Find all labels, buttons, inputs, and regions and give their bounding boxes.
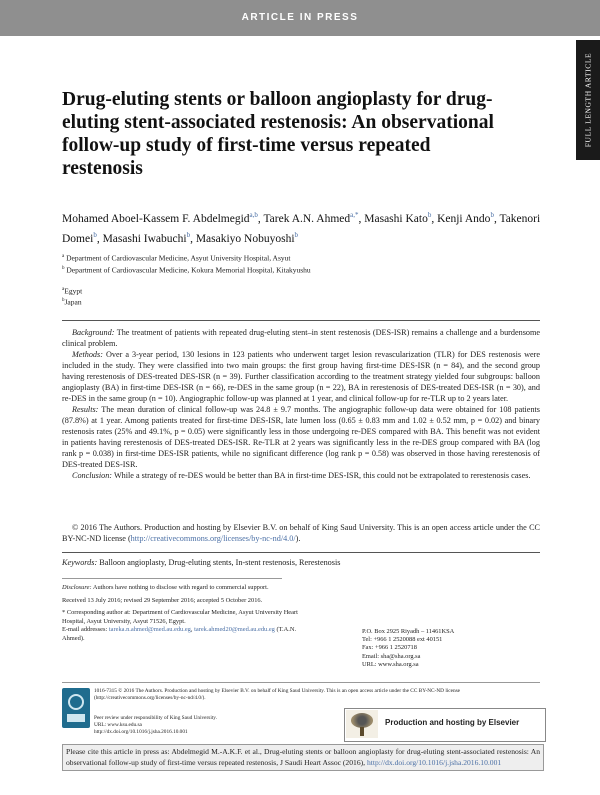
elsevier-tree-logo	[346, 710, 378, 738]
publisher-rule	[62, 682, 540, 683]
citation-box: Please cite this article in press as: Abdelmegid M.-A.K.F. et al., Drug-eluting stents or balloon angioplasty for drug-eluting stent-associated restenosis: An observational follow-up study of first-time versus repeated restenosis, J Saudi Heart Assoc (2016), http://dx.doi.org/10.1016/j.jsha.2016.10.001	[62, 744, 544, 771]
abstract-top-rule	[62, 320, 540, 321]
journal-contact	[362, 628, 512, 669]
author-name: Masakiyo Nobuyoshi	[195, 232, 295, 245]
contact-address: P.O. Box 2925 Riyadh – 11461KSA	[362, 628, 455, 635]
author-name: Tarek A.N. Ahmed	[263, 212, 351, 225]
abstract-conclusion: Conclusion: While a strategy of re-DES would be better than BA in first-time DES-ISR, this could not be extrapolated to rerestenosis cases.	[72, 471, 531, 480]
footnote-rule	[62, 578, 282, 579]
author-name: Takenori Domei	[62, 212, 541, 245]
author-list: Mohamed Aboel-Kassem F. Abdelmegid$^{a,b}$, Tarek A.N. Ahmed$^{a,*}$, Masashi Kato$^b$, Kenji Ando$^b$, Takenori Domei$^b$, Masashi Iwabuchi$^b$, Masakiyo Nobuyoshi$^b$	[62, 211, 541, 245]
publisher-info	[94, 688, 544, 735]
copyright-line: 1016-7315 © 2016 The Authors. Production and hosting by Elsevier B.V. on behalf of King Saud University. This is an open access article under the CC BY-NC-ND license (http://creativecommons.org/licenses/by-nc-nd/4.0/).	[94, 688, 461, 701]
author-affiliation-mark: b	[427, 211, 432, 219]
affiliation-locations	[62, 285, 82, 306]
author-affiliation-mark: b	[490, 211, 494, 219]
author-affiliation-mark: a,*	[350, 211, 359, 219]
keywords: Keywords: Balloon angioplasty, Drug-eluting stents, In-stent restenosis, Rerestenosis	[62, 558, 341, 567]
disclosure: Disclosure: Authors have nothing to disclose with regard to commercial support.	[62, 584, 269, 591]
article-dates: Received 13 July 2016; revised 29 September 2016; accepted 5 October 2016.	[62, 596, 263, 604]
affiliations	[62, 252, 542, 275]
corresponding-author: * Corresponding author at: Department of Cardiovascular Medicine, Asyut University Heart Hospital, Asyut University, Asyut 71526, Egypt. E-mail addresses: tareka.n.ahmed@med.au.edu.eg, tarek.ahmed20@med.au.edu.eg (T.A.N. Ahmed).	[62, 609, 298, 642]
footnotes	[62, 584, 302, 647]
doi-link[interactable]: http://dx.doi.org/10.1016/j.jsha.2016.10.001	[94, 729, 188, 735]
keywords-top-rule	[62, 552, 540, 553]
contact-tel: Tel: +966 1 2520088 ext 40151	[362, 636, 443, 644]
contact-email: Email: sha@sha.org.sa	[362, 652, 421, 660]
contact-fax: Fax: +966 1 2520718	[362, 644, 417, 652]
location-b: $^b$Japan	[62, 297, 82, 306]
author-name: Masashi Iwabuchi	[102, 232, 187, 245]
abstract-methods: Methods: Over a 3-year period, 130 lesions in 123 patients who underwent target lesion revascularization (TLR) for DES restenosis were included in the study. They were classified into two main groups: the first group having first-time DES-ISR (n = 84), and the second group having rerestenosis of DES-treated DES-ISR (n = 39). Further classification according to the treatment strategy yielded four subgroups: balloon angioplasty (BA) in first-time DES-ISR (n = 66), re-DES in the same group (n = 22), BA in rerestenosis of DES-treated DES-ISR (n = 30), and re-DES in the same group (n = 10). Angiographic follow-up was planned at 1 year, and clinical follow-up for re-TLR up to 2 years later.	[62, 350, 540, 403]
abstract-background: Background: The treatment of patients with repeated drug-eluting stent–in stent restenosis (DES-ISR) remains a challenge and a burdensome clinical problem.	[62, 328, 540, 348]
peer-review-note: Peer review under responsibility of King Saud University.	[94, 715, 217, 721]
email-link-2[interactable]: tarek.ahmed20@med.au.edu.eg	[194, 626, 275, 633]
author-name: Mohamed Aboel-Kassem F. Abdelmegid	[62, 212, 250, 225]
article-in-press-banner: ARTICLE IN PRESS	[0, 0, 600, 36]
location-a: $^a$Egypt	[62, 286, 83, 296]
ksu-url: URL: www.ksu.edu.sa	[94, 722, 142, 728]
author-name: Kenji Ando	[437, 212, 491, 225]
abstract	[62, 327, 540, 481]
section-side-tab	[576, 40, 600, 160]
license-link[interactable]: http://creativecommons.org/licenses/by-nc-nd/4.0/	[130, 534, 296, 543]
abstract-results: Results: The mean duration of clinical follow-up was 24.8 ± 9.7 months. The angiographic follow-up data were obtained for 108 patients (87.8%) at 1 year. Among patients treated for first-time DES-ISR, late lumen loss (0.65 ± 0.83 mm and 1.02 ± 0.52 mm, p = 0.02) and binary restenosis rates (25% and 49.1%, p = 0.05) were significantly less in those undergoing re-DES compared with BA. This benefit was not evident in patients having rerestenosis of DES-treated DES-ISR. Re-TLR at 2 years was significantly less in the re-DES group compared with BA (log rank p = 0.038) in first-time DES-ISR patients, while no significant difference (log rank p = 0.58) was observed in those having rerestenosis of DES-treated DES-ISR.	[62, 405, 540, 469]
email-link-1[interactable]: tareka.n.ahmed@med.au.edu.eg	[108, 626, 191, 633]
elsevier-hosting-label: Production and hosting by Elsevier	[385, 718, 520, 727]
author-affiliation-mark: b	[294, 230, 299, 239]
king-saud-university-logo	[62, 688, 90, 728]
author-affiliation-mark: a,b	[249, 211, 258, 219]
author-name: Masashi Kato	[364, 212, 428, 225]
side-tab-label: FULL LENGTH ARTICLE	[583, 52, 593, 148]
contact-url: URL: www.sha.org.sa	[362, 660, 419, 668]
author-affiliation-mark: b	[186, 230, 191, 239]
license-statement: © 2016 The Authors. Production and hosting by Elsevier B.V. on behalf of King Saud University. This is an open access article under the CC BY-NC-ND license (http://creativecommons.org/licenses/by-nc-nd/4.0/).	[62, 523, 540, 543]
affiliation-b: $^b$ Department of Cardiovascular Medicine, Kokura Memorial Hospital, Kitakyushu	[62, 265, 311, 274]
citation-doi-link[interactable]: http://dx.doi.org/10.1016/j.jsha.2016.10.001	[366, 757, 502, 767]
author-affiliation-mark: b	[93, 230, 97, 239]
affiliation-a: $^a$ Department of Cardiovascular Medicine, Asyut University Hospital, Asyut	[62, 253, 291, 263]
article-title: Drug-eluting stents or balloon angioplasty for drug-eluting stent-associated restenosis: An observational follow-up study of first-time versus repeated restenosis	[62, 89, 494, 179]
